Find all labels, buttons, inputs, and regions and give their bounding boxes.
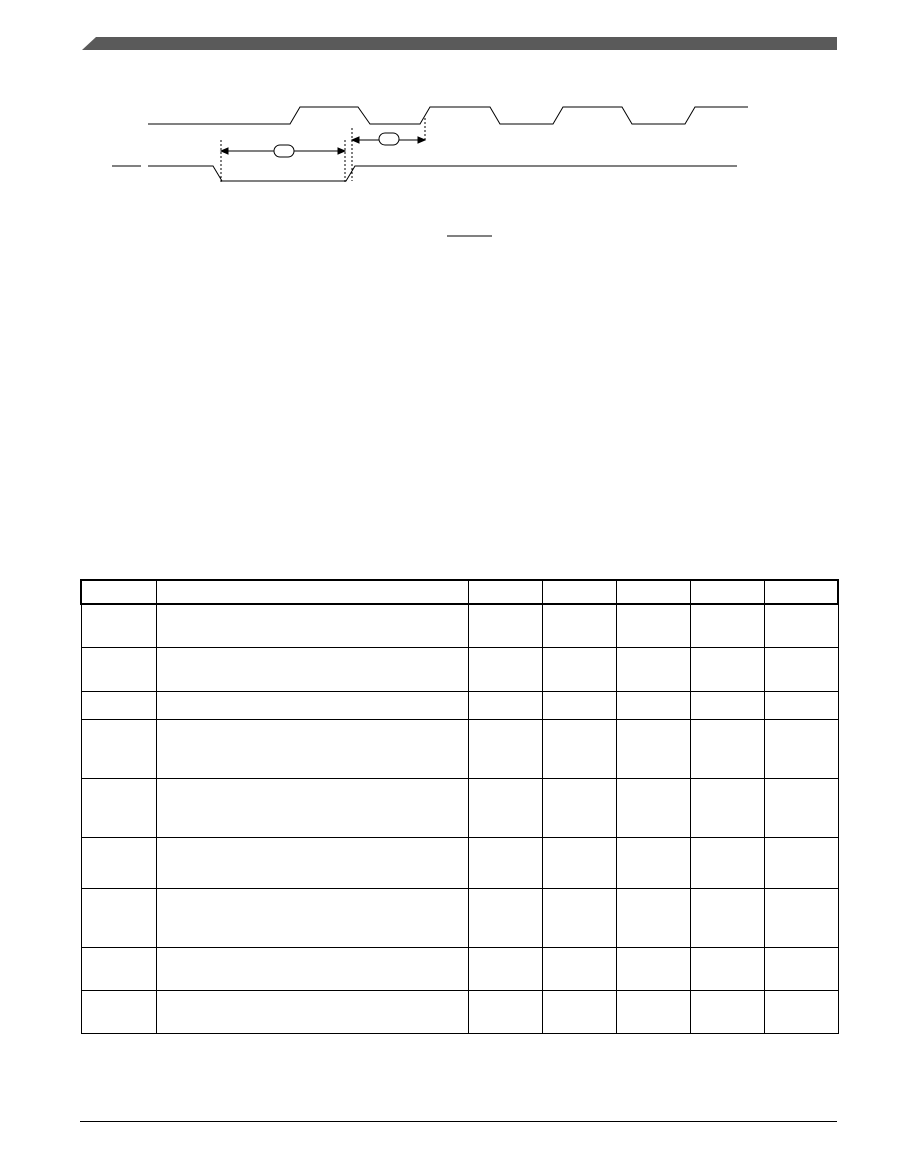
- table-cell: [156, 604, 468, 647]
- table-cell: [81, 691, 156, 719]
- table-cell: [764, 947, 838, 990]
- table-row: [81, 837, 838, 888]
- table-row: [81, 647, 838, 691]
- table-cell: [764, 604, 838, 647]
- table-row: [81, 990, 838, 1033]
- table-cell: [616, 888, 690, 947]
- table-cell: [764, 691, 838, 719]
- table-cell: [156, 990, 468, 1033]
- clock-signal: [148, 107, 748, 124]
- table-row: [81, 888, 838, 947]
- table-cell: [542, 837, 616, 888]
- table-cell: [156, 778, 468, 837]
- table-cell: [81, 778, 156, 837]
- table-cell: [764, 647, 838, 691]
- table-cell: [156, 888, 468, 947]
- table-row: [81, 947, 838, 990]
- table-cell: [468, 719, 542, 778]
- table-cell: [542, 888, 616, 947]
- table-cell: [616, 604, 690, 647]
- header-bar: [0, 0, 918, 60]
- table-row: [81, 691, 838, 719]
- table-cell: [764, 990, 838, 1033]
- table-cell: [764, 778, 838, 837]
- table-cell: [468, 990, 542, 1033]
- table-row: [81, 719, 838, 778]
- header-cell: [616, 580, 690, 604]
- table-cell: [690, 837, 764, 888]
- table-cell: [542, 990, 616, 1033]
- table-cell: [542, 947, 616, 990]
- table-row: [81, 778, 838, 837]
- table-cell: [468, 778, 542, 837]
- table-cell: [690, 990, 764, 1033]
- table-cell: [764, 719, 838, 778]
- header-bar-shape: [82, 37, 837, 50]
- table-cell: [690, 778, 764, 837]
- table-cell: [616, 778, 690, 837]
- table-cell: [81, 990, 156, 1033]
- header-cell: [156, 580, 468, 604]
- table-cell: [542, 647, 616, 691]
- table-cell: [81, 947, 156, 990]
- footer-rule: [80, 1121, 837, 1122]
- table-cell: [690, 604, 764, 647]
- table-cell: [156, 719, 468, 778]
- table-cell: [690, 691, 764, 719]
- setup-time-arrow: [352, 118, 425, 181]
- table-cell: [616, 837, 690, 888]
- table-cell: [156, 691, 468, 719]
- table-cell: [690, 888, 764, 947]
- table-cell: [468, 691, 542, 719]
- table-cell: [690, 947, 764, 990]
- table-cell: [81, 888, 156, 947]
- table-cell: [156, 647, 468, 691]
- table-cell: [542, 719, 616, 778]
- table-cell: [542, 778, 616, 837]
- table-cell: [764, 837, 838, 888]
- table-cell: [616, 990, 690, 1033]
- header-cell: [764, 580, 838, 604]
- table-header-row: [81, 580, 838, 604]
- spec-table: [80, 579, 839, 1034]
- table-cell: [81, 604, 156, 647]
- table-row: [81, 604, 838, 647]
- header-cell: [468, 580, 542, 604]
- table-cell: [616, 691, 690, 719]
- table-cell: [468, 947, 542, 990]
- table-cell: [690, 647, 764, 691]
- table-cell: [542, 604, 616, 647]
- table-cell: [81, 719, 156, 778]
- header-cell: [542, 580, 616, 604]
- table-cell: [542, 691, 616, 719]
- table-cell: [81, 647, 156, 691]
- pulse-width-arrow: [221, 140, 345, 183]
- table-cell: [764, 888, 838, 947]
- header-cell: [690, 580, 764, 604]
- table-cell: [468, 837, 542, 888]
- strobe-signal: [112, 166, 737, 181]
- table-cell: [156, 837, 468, 888]
- header-cell: [81, 580, 156, 604]
- table-cell: [156, 947, 468, 990]
- table-cell: [468, 647, 542, 691]
- table-cell: [468, 888, 542, 947]
- table-cell: [81, 837, 156, 888]
- table-cell: [616, 947, 690, 990]
- timing-diagram: [0, 90, 918, 250]
- table-cell: [616, 719, 690, 778]
- table-cell: [468, 604, 542, 647]
- table-cell: [616, 647, 690, 691]
- table-cell: [690, 719, 764, 778]
